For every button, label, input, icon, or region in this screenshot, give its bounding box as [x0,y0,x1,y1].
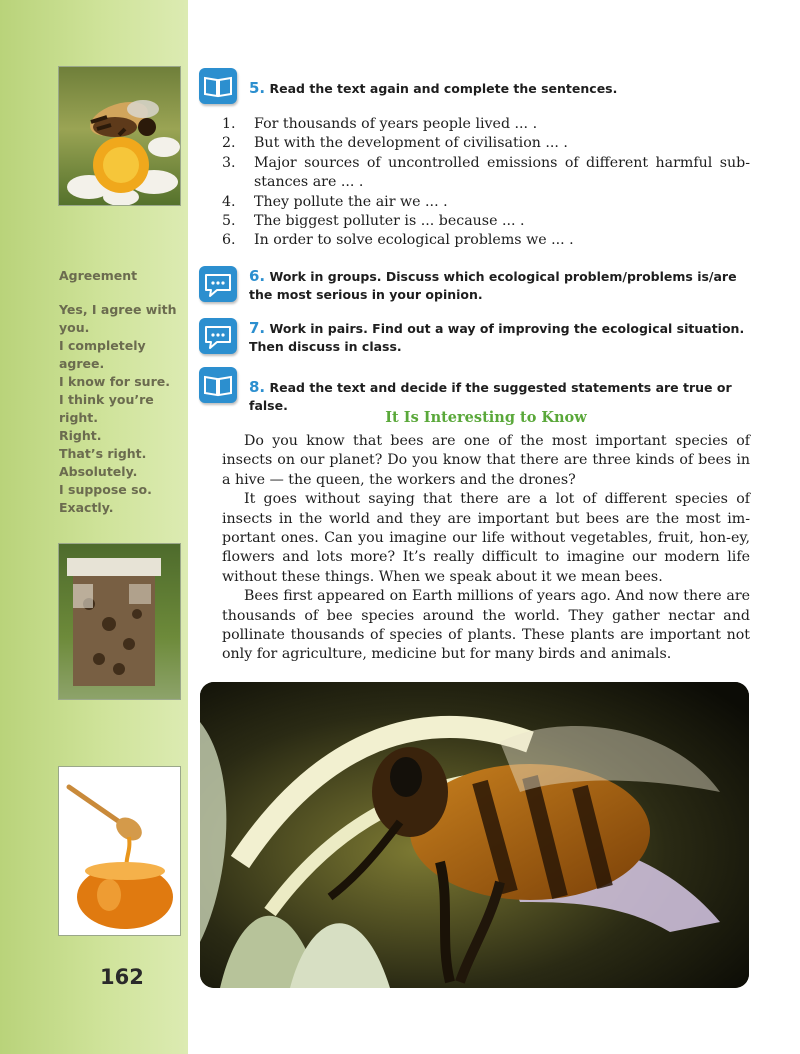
task-number: 6. [249,267,266,285]
book-icon [199,68,237,104]
agreement-phrase: Exactly. [59,500,114,515]
list-item-number: 2. [222,135,236,152]
list-item-text: The biggest polluter is ... because ... . [254,213,525,230]
list-item-text: For thousands of years people lived ... . [254,116,538,132]
task-number: 8. [249,378,266,396]
bee-closeup-photo [200,682,749,988]
sentence-list [222,115,750,251]
beehive-photo [58,543,181,700]
list-item [222,212,750,231]
speech-bubble-icon [199,318,237,354]
article-paragraph: Bees first appeared on Earth millions of years ago. And now there are thousands of bee species around the world. They gather nectar and pollinate thousands of species of plants. These plants are important not only for agriculture, medicine but for many birds and animals. [222,588,750,663]
task-text: Read the text again and complete the sentences. [269,81,618,96]
article-paragraph: It goes without saying that there are a lot of different species of insects in the world and they are important but bees are the most im-portant ones. Can you imagine our life without vegetables, fruit, hon-ey, flowers and lots more? It’s really difficult to imagine our modern life without these things. When we speak about it we mean bees. [222,491,750,585]
task-text: Read the text and decide if the suggested statements are true or false. [249,380,732,413]
article-title: It Is Interesting to Know [385,409,587,426]
task-number: 5. [249,79,266,97]
agreement-phrase: I suppose so. [59,482,152,497]
list-item-number: 4. [222,193,236,210]
list-item-number: 3. [222,154,236,171]
list-item [222,193,750,212]
task-text: Work in groups. Discuss which ecological problem/problems is/are the most serious in your opinion. [249,269,737,302]
agreement-phrase: I completely agree. [59,338,146,371]
task-7 [249,319,749,356]
list-item-text: In order to solve ecological problems we ... . [254,232,574,249]
article-body [222,432,750,665]
speech-bubble-icon [199,266,237,302]
list-item [222,231,750,250]
bee-on-flower-photo [58,66,181,206]
agreement-phrase: Yes, I agree with you. [59,302,177,335]
list-item [222,154,750,193]
list-item-text: Major sources of uncontrolled emissions of different harmful sub-stances are ... . [254,154,750,191]
list-item-number: 5. [222,213,236,230]
list-item-text: They pollute the air we ... . [254,193,448,210]
task-6 [249,267,749,304]
article-paragraph: Do you know that bees are one of the most important species of insects on our planet? Do you know that there are three kinds of bees in a hive — the queen, the workers and the drones? [222,433,750,488]
task-5 [249,79,749,98]
agreement-title: Agreement [59,268,138,283]
agreement-phrase: Absolutely. [59,464,138,479]
page-number: 162 [100,965,144,989]
agreement-phrase: That’s right. [59,446,147,461]
agreement-box [59,268,184,517]
book-icon [199,367,237,403]
honey-jar-photo [58,766,181,936]
list-item-number: 6. [222,232,236,249]
agreement-phrase: Right. [59,428,102,443]
list-item [222,134,750,153]
task-text: Work in pairs. Find out a way of improving the ecological situation. Then discuss in class. [249,321,745,354]
agreement-phrase: I think you’re right. [59,392,154,425]
task-number: 7. [249,319,266,337]
list-item-text: But with the development of civilisation ... . [254,135,568,152]
list-item-number: 1. [222,116,236,132]
list-item [222,115,750,134]
agreement-phrase: I know for sure. [59,374,170,389]
